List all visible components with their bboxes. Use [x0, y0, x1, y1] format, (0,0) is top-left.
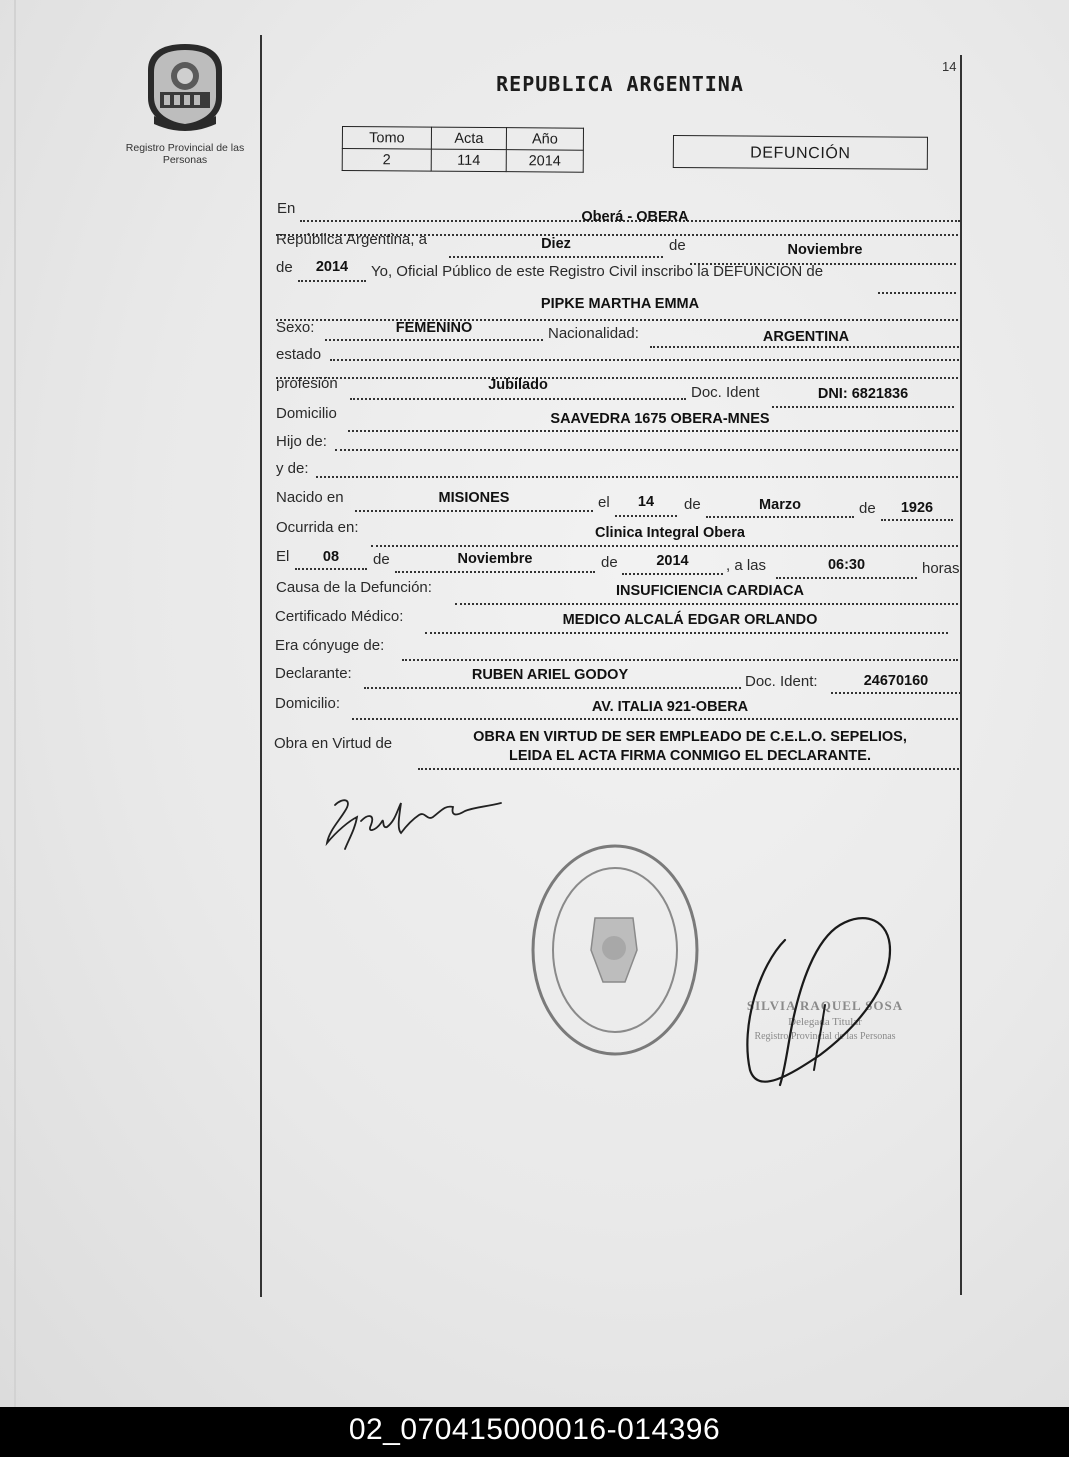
- value-nombre: PIPKE MARTHA EMMA: [540, 296, 700, 312]
- label-republica: República Argentina, a: [276, 231, 427, 248]
- dotted-line: [298, 280, 366, 282]
- label-conyuge: Era cónyuge de:: [275, 637, 385, 654]
- officer-office: Registro Provincial de las Personas: [754, 1031, 896, 1042]
- dotted-line: [348, 430, 962, 432]
- label-estado: estado: [276, 346, 322, 363]
- dotted-line: [350, 398, 686, 400]
- table-cell-anio: 2014: [506, 150, 583, 173]
- dotted-line: [364, 687, 741, 689]
- value-anio-defuncion: 2014: [656, 553, 689, 569]
- dotted-line: [330, 359, 962, 361]
- label-y-de: y de:: [276, 460, 309, 477]
- value-obra-virtud-linea2: LEIDA EL ACTA FIRMA CONMIGO EL DECLARANTE.: [509, 748, 871, 764]
- label-domicilio: Domicilio:: [275, 695, 341, 712]
- value-ocurrida-en: Clinica Integral Obera: [595, 525, 745, 541]
- value-mes-registro: Noviembre: [787, 242, 863, 258]
- dotted-line: [650, 346, 962, 348]
- dotted-line: [402, 659, 958, 661]
- registry-round-stamp: [525, 840, 705, 1065]
- dotted-line: [615, 515, 677, 517]
- value-declarante: RUBEN ARIEL GODOY: [471, 667, 629, 683]
- label-de: de: [669, 237, 686, 254]
- label-a-las: , a las: [726, 557, 767, 574]
- dotted-line: [316, 476, 962, 478]
- label-nacido-en: Nacido en: [276, 489, 344, 506]
- label-en: En: [277, 200, 296, 217]
- value-dia-nacimiento: 14: [637, 494, 655, 510]
- label-causa: Causa de la Defunción:: [276, 579, 432, 596]
- declarant-signature: [315, 785, 515, 860]
- label-horas: horas: [922, 560, 960, 577]
- dotted-line: [449, 256, 663, 258]
- value-causa: INSUFICIENCIA CARDIACA: [616, 583, 804, 599]
- value-nacionalidad: ARGENTINA: [762, 329, 850, 345]
- dotted-line: [772, 406, 954, 408]
- label-certificado: Certificado Médico:: [275, 608, 404, 625]
- dotted-line: [395, 571, 595, 573]
- value-profesion: Jubilado: [488, 377, 548, 393]
- table-cell-acta: 114: [431, 149, 506, 172]
- label-profesion: profesión: [276, 375, 338, 392]
- label-hijo-de: Hijo de:: [276, 433, 327, 450]
- value-obra-virtud-linea1: OBRA EN VIRTUD DE SER EMPLEADO DE C.E.L.O. SEPELIOS,: [473, 729, 907, 745]
- label-domicilio: Domicilio: [276, 405, 337, 422]
- value-doc-declarante: 24670160: [863, 673, 929, 689]
- dotted-line: [455, 603, 958, 605]
- label-sexo: Sexo:: [276, 319, 315, 336]
- dotted-line: [335, 449, 962, 451]
- record-type-box: DEFUNCIÓN: [673, 135, 928, 170]
- value-anio-registro: 2014: [315, 259, 349, 275]
- table-cell-tomo: 2: [342, 149, 431, 172]
- label-doc-ident: Doc. Ident:: [745, 673, 818, 690]
- value-dia-registro: Diez: [541, 236, 571, 252]
- value-certificado-medico: MEDICO ALCALÁ EDGAR ORLANDO: [562, 612, 818, 628]
- dotted-line: [881, 519, 953, 521]
- label-de: de: [684, 496, 701, 513]
- dotted-line: [371, 545, 962, 547]
- value-domicilio: SAAVEDRA 1675 OBERA-MNES: [550, 411, 770, 427]
- dotted-line: [622, 573, 723, 575]
- page-number: 14: [942, 59, 957, 74]
- officer-name: SILVIA RAQUEL SOSA: [746, 998, 904, 1013]
- page-title: REPUBLICA ARGENTINA: [496, 72, 744, 96]
- dotted-line: [831, 692, 961, 694]
- value-mes-nacimiento: Marzo: [759, 497, 801, 513]
- table-header-anio: Año: [506, 128, 583, 151]
- table-header-tomo: Tomo: [342, 127, 431, 150]
- label-el: El: [276, 548, 290, 565]
- dotted-line: [352, 718, 962, 720]
- value-mes-defuncion: Noviembre: [457, 551, 533, 567]
- label-declarante: Declarante:: [275, 665, 352, 682]
- value-domicilio-declarante: AV. ITALIA 921-OBERA: [591, 699, 749, 715]
- dotted-line: [776, 577, 917, 579]
- label-nacionalidad: Nacionalidad:: [548, 325, 639, 342]
- dotted-line: [425, 632, 948, 634]
- dotted-line: [325, 339, 543, 341]
- value-hora-defuncion: 06:30: [827, 557, 866, 573]
- label-de: de: [859, 500, 876, 517]
- label-de: de: [373, 551, 390, 568]
- label-obra-virtud: Obra en Virtud de: [274, 735, 393, 752]
- dotted-line: [418, 768, 962, 770]
- value-documento: DNI: 6821836: [817, 386, 909, 402]
- officer-title: Delegada Titular: [788, 1016, 862, 1028]
- dotted-line: [295, 568, 367, 570]
- label-doc-ident: Doc. Ident: [691, 384, 760, 401]
- document-code: 02_070415000016-014396: [348, 1413, 721, 1446]
- value-lugar: Oberá - OBERA: [581, 209, 689, 225]
- value-dia-defuncion: 08: [322, 549, 340, 565]
- value-lugar-nacimiento: MISIONES: [438, 490, 510, 506]
- label-yo-oficial: Yo, Oficial Público de este Registro Civil inscribo la DEFUNCION de: [371, 263, 824, 280]
- registry-label: Registro Provincial de las Personas: [125, 142, 245, 166]
- label-ocurrida-en: Ocurrida en:: [276, 519, 359, 536]
- table-header-acta: Acta: [431, 127, 506, 150]
- dotted-line: [706, 516, 854, 518]
- value-sexo: FEMENINO: [395, 320, 473, 336]
- value-anio-nacimiento: 1926: [900, 500, 934, 516]
- label-de: de: [601, 554, 618, 571]
- dotted-line: [355, 510, 593, 512]
- label-el: el: [598, 494, 610, 511]
- officer-signature: [730, 905, 910, 1095]
- dotted-line: [878, 292, 956, 294]
- label-de: de: [276, 259, 293, 276]
